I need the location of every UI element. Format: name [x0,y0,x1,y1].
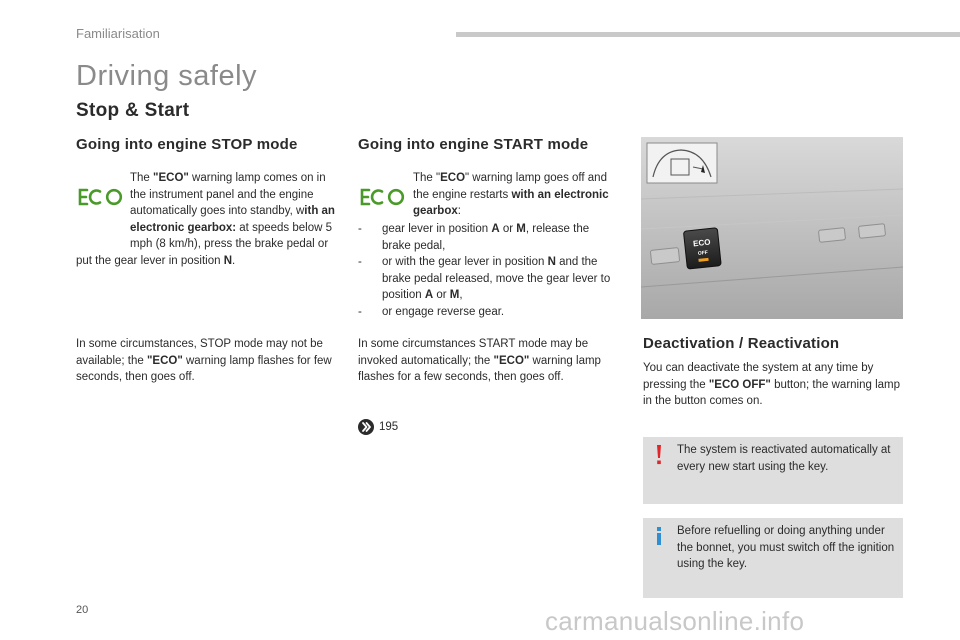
text-run: You can deactivate the system at any time by pressing the [643,362,874,391]
text-run: The " [413,172,441,184]
warning-text: The system is reactivated automatically at every new start using the key. [677,444,891,473]
text-run-bold: ECO [440,172,466,184]
text-run: : [457,205,461,217]
start-mode-heading: Going into engine START mode [358,136,589,153]
text-run: or [433,289,450,301]
list-item [358,304,620,321]
text-run-bold: M [516,223,526,235]
eco-off-button-photo [641,137,903,319]
text-run-bold: N [547,256,556,268]
section-title: Stop & Start [76,100,190,121]
text-run: The [130,172,154,184]
text-run: In some circumstances, STOP mode may not be available; the [76,338,323,367]
eco-off-button-sublabel: OFF [697,249,709,257]
text-run: " warning lamp goes off and the engine restarts [413,172,607,201]
eco-warning-icon [358,186,406,208]
icon-spacer [76,170,130,238]
deactivation-heading: Deactivation / Reactivation [643,335,840,352]
text-run-bold: "ECO OFF" [708,378,771,391]
text-run: . [232,254,236,267]
info-text: Before refuelling or doing anything under the bonnet, you must switch off the ignition using the key. [677,525,895,570]
text-run: button; the warning lamp in the button comes on. [643,378,901,407]
text-run-bold: A [491,223,500,235]
text-run: at speeds below 5 mph (8 km/h), press the brake pedal or put the gear lever in position [76,221,332,267]
list-item [358,254,620,304]
header-rule [456,32,960,37]
page-number: 20 [76,604,89,616]
text-run-bold: with an electronic gearbox [413,188,609,217]
dashboard-illustration [641,137,903,319]
text-run: warning lamp flashes for a few seconds, then goes off. [358,354,601,383]
text-run: or engage reverse gear. [382,305,505,318]
info-callout [643,518,903,598]
text-run: warning lamp comes on in the instrument panel and the engine automatically goes into standby, w [130,172,326,217]
section-label: Familiarisation [76,26,160,41]
text-run: warning lamp flashes for few seconds, then goes off. [76,354,332,383]
warning-callout [643,437,903,504]
deactivation-text [643,360,905,410]
restart-conditions-list [358,221,620,320]
text-run: and the brake pedal released, move the gear lever to position [382,256,611,301]
text-run: or with the gear lever in position [382,256,548,268]
text-run: In some circumstances START mode may be invoked automatically; the [358,338,589,367]
stop-mode-intro [76,170,338,269]
stop-mode-heading: Going into engine STOP mode [76,136,298,153]
text-run-bold: ith an electronic gearbox: [130,205,335,234]
text-run: , release the brake pedal, [382,223,590,252]
text-run: gear lever in position [382,223,492,235]
watermark: carmanualsonline.info [545,606,805,636]
page-link-icon [358,419,374,435]
exclamation-icon [655,445,663,470]
text-run-bold: "ECO" [146,354,183,367]
list-item [358,221,620,254]
page-reference-number: 195 [379,421,399,433]
text-run-bold: "ECO" [493,354,530,367]
stop-mode-note [76,336,338,386]
text-run: or [499,223,517,235]
start-mode-intro [413,170,623,220]
info-icon [655,527,663,550]
eco-off-button-label: ECO [692,237,711,249]
page-reference-link[interactable] [358,419,398,436]
page-title: Driving safely [76,60,258,92]
text-run-bold: A [424,289,434,301]
text-run-bold: N [223,254,232,267]
start-mode-note [358,336,624,386]
text-run: , [459,289,463,301]
text-run-bold: "ECO" [153,172,189,184]
text-run-bold: M [449,289,460,301]
